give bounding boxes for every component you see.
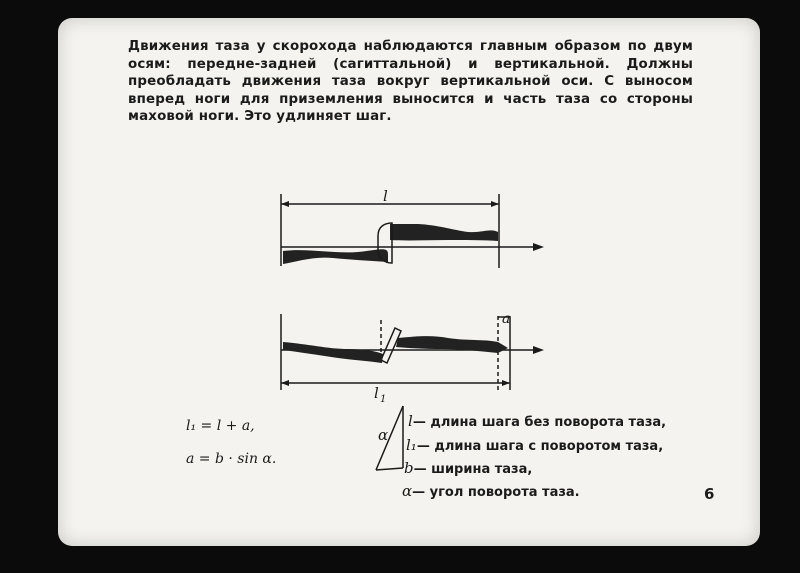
legend-text: — длина шага с поворотом таза, [416,439,664,454]
description-text: Движения таза у скорохода наблюдаются главным образом по двум осям: передне-задней (сагиттальной) и вертикальной. Должны преобладать движения таза вокруг вертикальной оси. С выносом вперед ноги для приземления выносится и часть таза со стороны маховой ноги. Это удлиняет шаг. [128,39,693,124]
legend-text: — угол поворота таза. [412,485,580,500]
label-a: a [502,311,511,327]
legend-item-b [404,459,532,477]
rear-leg-top [283,249,388,264]
legend-item-alpha [402,482,580,500]
legend-text: — длина шага без поворота таза, [412,415,667,430]
legend-symbol: l [408,412,413,430]
rear-leg-bottom [283,342,383,363]
legend-text: — ширина таза, [413,462,533,477]
legend-symbol: b [404,459,414,477]
label-l1-subscript: 1 [380,394,387,405]
arrowhead [281,201,289,207]
angle-line-base [376,468,403,470]
legend-item-l [408,412,666,430]
arrowhead [491,201,499,207]
page-number: 6 [704,485,715,503]
formula-l1: l₁ = l + a, [186,418,255,434]
front-leg-top [390,224,498,241]
label-l: l [383,187,388,205]
axis-arrowhead [533,243,544,251]
legend-symbol: l₁ [406,436,417,454]
axis-arrowhead [533,346,544,354]
label-alpha: α [378,426,389,444]
slide-card [58,18,760,546]
label-l1: l [374,384,379,402]
arrowhead [281,380,289,386]
legend-symbol: α [402,482,413,500]
legend-item-l1 [406,436,663,454]
formula-a: a = b · sin α. [186,451,277,467]
arrowhead [502,380,510,386]
